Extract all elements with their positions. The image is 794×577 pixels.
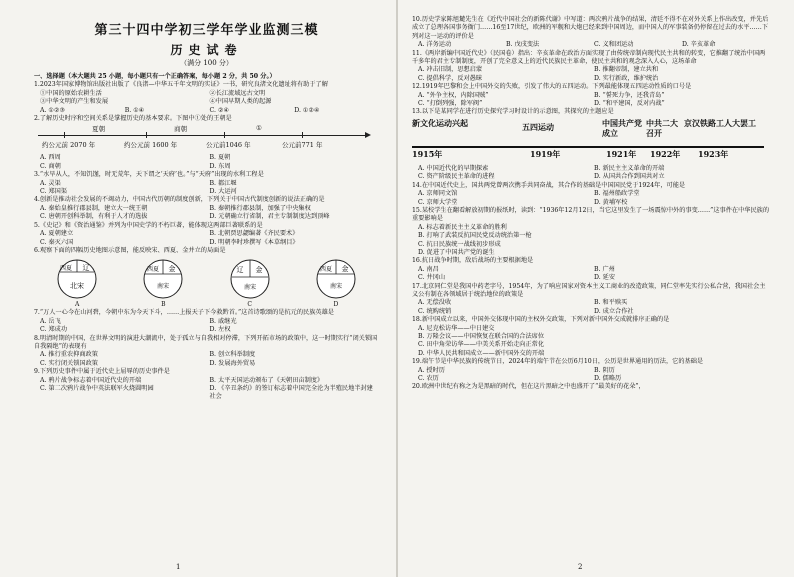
question-16: 16.抗日战争时期，敌后战场的主要根据地是 (412, 257, 534, 265)
choice: A. 京师同文馆 (418, 190, 458, 198)
choice: B. 秦朝推行郡县制，加强了中央集权 (209, 204, 311, 212)
timeline-event: 五四运动 (522, 121, 554, 132)
choice: B. 阴历 (594, 366, 615, 374)
timeline-tick (64, 132, 65, 138)
statement: ①中国的原始农耕生活 (40, 89, 102, 97)
question-18-choices (412, 325, 770, 359)
exam-subtitle: 历史试卷 (170, 43, 243, 57)
map-label: 辽 (82, 264, 90, 273)
choice: B. 打响了武装反抗国民党反动统治第一枪 (418, 232, 532, 240)
choice: C. 井冈山 (418, 274, 446, 282)
question-17-choices (412, 299, 770, 316)
map-label: 西夏 (319, 266, 332, 274)
choice: A. 灵渠 (40, 179, 61, 187)
choice: B. 太平天国运动颁布了《天朝田亩制度》 (209, 376, 324, 384)
choice: C. 京师大学堂 (418, 198, 458, 206)
timeline-dynasty: 夏朝 (92, 125, 105, 134)
choice: C. 资产阶级民主革命的进程 (418, 173, 495, 181)
question-3-choices (34, 180, 379, 197)
question-4: 4.创新是推动社会发展的不竭动力，中国古代历朝的制度创新，下列关于中国古代制度创新的说法正确的是 (34, 196, 325, 204)
question-10: 10.历史学家陈旭麓先生在《近代中国社会的新陈代谢》中写道：两次鸦片战争的结果，清廷不得不在对外关系上作出改变，并先后成立了总理各国事务衙门……16至17世纪，欧洲的军舰和大炮已经来到中国周边，而中国人的军事装备仍停留在过去的水平……下列对这一运动的评价是 (412, 16, 769, 40)
choice: B. 新民主主义革命的开端 (594, 164, 665, 172)
map-option-b (134, 257, 192, 308)
choice: D. 大运河 (209, 188, 237, 196)
choice: D. ①②④ (294, 106, 320, 114)
statement: ②长江流域远古文明 (209, 89, 266, 97)
choice: A. 授时历 (418, 366, 445, 374)
choice: D. 中华人民共和国成立——新中国外交的开端 (418, 349, 545, 357)
question-13: 13.以下是某同学在进行历史探究学习时设计的示意图，其探究的主题应是 (412, 108, 614, 116)
choice: C. 秦灭六国 (40, 238, 74, 246)
choice: C. 第二次鸦片战争中英法联军火烧圆明园 (40, 384, 154, 392)
choice: C. 商朝 (40, 162, 61, 170)
question-17: 17.北京同仁堂是我国中药老字号，1954年，为了响应国家对资本主义工商业的改造政策，同仁堂率先实行公私合营，我国社会主义公有制在各领域居于统治地位的政策是 (412, 282, 766, 298)
timeline-event: 中国共产党成立 (602, 117, 642, 138)
question-5: 5.《史记》和《资治通鉴》并列为中国史学的不朽巨著，能体现这两部巨著联系的是 (34, 221, 263, 229)
choice: C. 提倡科学，反对愚昧 (418, 74, 483, 82)
question-11-choices (412, 66, 770, 83)
map-circle-icon (48, 257, 106, 301)
question-13-choices (412, 165, 770, 182)
map-label: 金 (168, 265, 176, 274)
page-number: 2 (578, 563, 583, 571)
question-3: 3.“水旱从人，不知饥馑，时无荒年，天下谓之‘天府’也。”与“天府”出现的水利工程是 (34, 171, 264, 179)
timeline-tick (146, 132, 147, 138)
choice: D. “和平建国，反对内战” (594, 100, 665, 108)
question-14: 14.在中国近代史上，国共两党曾两次携手共同奋战，其合作的基础是中国国民党于1924年，可能是 (412, 181, 686, 189)
exam-title: 第三十四中学初三学年学业监测三模 (94, 23, 319, 38)
timeline-year: 1915年 (412, 148, 443, 159)
map-label: 金 (255, 266, 263, 275)
question-20: 20.欧洲中世纪有称之为是黑暗的时代，但在这片黑暗之中也盛开了“最美好的花朵”， (412, 383, 645, 391)
choice: D. 辛亥革命 (682, 41, 716, 49)
choice: D. 发展海外贸易 (209, 359, 256, 367)
question-6: 6.观察下面的四幅历史地图示意图，能反映宋、西夏、金并立的局面是 (34, 246, 226, 254)
question-16-choices (412, 266, 770, 283)
question-15-choices (412, 224, 770, 258)
timeline-year: 1922年 (650, 148, 681, 159)
choice: D. 东周 (209, 162, 231, 170)
choice: C. 义和团运动 (594, 41, 634, 49)
choice: A. 无偿没收 (418, 299, 452, 307)
map-option-c (221, 257, 279, 308)
question-2: 2.了解历史时序和空间关系是掌握历史的基本要求。下图中①处的王朝是 (34, 115, 232, 123)
map-letter: A (74, 301, 80, 309)
choice: B. 福州船政学堂 (594, 190, 640, 198)
choice: A. 秦始皇推行郡县制，建立大一统王朝 (40, 204, 148, 212)
timeline-dynasty: 商朝 (174, 125, 187, 134)
map-label: 西夏 (60, 265, 73, 273)
statement: ③中华文明的产生和发展 (40, 98, 109, 106)
choice: C. 田中角荣访华——中美关系开始走向正常化 (418, 341, 545, 349)
question-2-choices (34, 154, 379, 171)
map-label: 南宋 (243, 284, 256, 292)
map-label: 金 (341, 265, 349, 274)
question-18: 18.新中国成立以来，中国外交体现中国的主权外交政策，下列对新中国外交成就排序正确的是 (412, 316, 670, 324)
question-8-choices (34, 351, 379, 368)
choice: A. ①②③ (40, 106, 66, 114)
question-9: 9.下列历史事件中属于近代史上屈辱的历史事件是 (34, 368, 170, 376)
map-letter: D (333, 301, 339, 309)
choice: D. 明朝李时珍撰写《本草纲目》 (209, 238, 299, 246)
map-label: 西夏 (147, 266, 160, 274)
map-letter: B (161, 301, 166, 309)
page-two (398, 0, 794, 577)
question-7-choices (34, 318, 379, 335)
choice: A. 尼克松访华——中日建交 (418, 324, 495, 332)
map-diagrams (34, 257, 379, 308)
map-label: 南宋 (157, 283, 170, 291)
question-12-choices (412, 92, 770, 109)
question-7: 7.“万人一心今在山河碧，今朝中东为今天下斗，……上报天子下今救黔首。”这首诗歌颂的是抗元的民族英雄是 (34, 309, 334, 317)
map-circle-icon (307, 257, 365, 301)
choice: D. 实行新政，维护统治 (594, 74, 659, 82)
choice: B. 广州 (594, 265, 615, 273)
map-option-d (307, 257, 365, 308)
map-circle-icon (221, 257, 279, 301)
exam-score: （满分 100 分） (180, 59, 233, 67)
choice: C. ②④ (209, 106, 230, 114)
choice: C. 郑成功 (40, 326, 68, 334)
question-15: 15.某校学生在翻看解放初期的报纸时，读到：“1936年12月12日，当它这里发生了一场震惊中外的事变……”这事件在中华民族的重要影响是 (412, 206, 770, 223)
map-label: 辽 (236, 266, 244, 275)
question-11: 11.《两岸新编中国近代史》（民国卷）指出：辛亥革命在政治方面实现了由传统帝制向现代民主共和的转变，它推翻了统治中国两千多年的君主专制制度，开创了完全意义上的近代民族民主革命，使民主共和的观念深入人心，这场革命 (412, 49, 766, 66)
choice: A. 中国近代化的早期探索 (418, 164, 489, 172)
map-label: 南宋 (329, 283, 342, 291)
choice: D. 元朝确立行省制，君主专制制度达到顶峰 (209, 213, 330, 221)
timeline-year: 约公元前 1600 年 (124, 141, 178, 150)
question-9-choices (34, 377, 379, 402)
choice: C. 唐朝开创科举制，有利于人才的选拔 (40, 213, 148, 221)
question-1-statements (34, 90, 379, 107)
choice: A. “外争主权，内除国贼” (418, 91, 489, 99)
timeline-year: 1919年 (530, 148, 561, 159)
choice: B. 万隆会议——中国恢复在联合国的合法席位 (418, 333, 545, 340)
choice: D. 《辛丑条约》的签订标志着中国完全沦为半殖民地半封建社会 (209, 384, 373, 401)
choice: C. 统购统销 (418, 307, 452, 315)
choice: B. 夏朝 (209, 154, 231, 162)
timeline-year: 公元前1046 年 (206, 141, 251, 150)
choice: B. 戊戌变法 (506, 41, 540, 49)
choice: A. 推行重农抑商政策 (40, 351, 98, 359)
choice: C. 郑国渠 (40, 188, 68, 196)
timeline-year: 公元前771 年 (282, 141, 323, 150)
choice: C. “打倒列强，除军阀” (418, 100, 483, 108)
choice: C. 实行闭关锁国政策 (40, 359, 98, 367)
question-14-choices (412, 190, 770, 207)
choice: A. 南昌 (418, 265, 439, 273)
map-circle-icon (134, 257, 192, 301)
choice: B. 创立科举制度 (209, 351, 256, 359)
map-letter: C (247, 301, 252, 309)
choice: A. 鸦片战争标志着中国近代史的开端 (40, 376, 142, 384)
choice: D. 延安 (594, 274, 616, 282)
choice: D. 左权 (209, 326, 231, 334)
question-1: 1.2023年国家博物馆出版社出版了《良渚—中华五千年文明的实证》一书，研究良渚文化遗址将有助于了解 (34, 81, 328, 89)
choice: D. 成立合作社 (594, 307, 634, 315)
timeline-year: 1923年 (698, 148, 729, 159)
timeline-event: 中共二大召开 (646, 117, 678, 138)
timeline-axis (38, 135, 365, 136)
statement: ④中国早期人类的起源 (209, 98, 272, 106)
question-19-choices (412, 367, 770, 384)
timeline-event: 京汉铁路工人大罢工 (684, 117, 756, 128)
section-heading: 一、选择题（本大题共 25 小题，每小题只有一个正确答案，每小题 2 分，共 50 分。） (34, 73, 276, 80)
choice: C. 农历 (418, 375, 439, 383)
question-12: 12.1919年巴黎和会上中国外交的失败，引发了伟大的五四运动。下列最能体现五四运动性质的口号是 (412, 83, 692, 91)
choice: D. 儒略历 (594, 375, 622, 383)
choice: A. 西周 (40, 154, 61, 162)
page-number: 1 (176, 563, 181, 571)
timeline-event: 新文化运动兴起 (412, 117, 468, 128)
timeline-year: 约公元前 2070 年 (42, 141, 96, 150)
timeline-year: 1921年 (606, 148, 637, 159)
map-label: 北宋 (70, 282, 85, 291)
choice: A. 岳飞 (40, 317, 61, 325)
dynasty-timeline (34, 124, 379, 152)
question-19: 19.端午节是中华民族的传统节日，2024年的端午节在公历6月10日，公历是世界通用的历法，它的基础是 (412, 358, 704, 366)
choice: A. 标志着新民主主义革命的胜利 (418, 223, 507, 231)
choice: B. 推翻帝制，建立共和 (594, 66, 659, 74)
choice: A. 冲击旧制，思想启蒙 (418, 66, 483, 74)
timeline-tick (302, 132, 303, 138)
timeline-tick (224, 132, 225, 138)
choice: B. ①④ (124, 106, 145, 114)
choice: D. 从国共合作到国共对立 (594, 173, 665, 181)
timeline-arrow-icon (365, 132, 371, 138)
choice: A. 洋务运动 (418, 41, 452, 49)
choice: D. 黄埔军校 (594, 198, 628, 206)
map-option-a (48, 257, 106, 308)
choice: B. 都江堰 (209, 179, 237, 187)
timeline-dynasty: ① (256, 124, 262, 133)
question-4-choices (34, 205, 379, 222)
timeline-axis (412, 146, 764, 148)
choice: D. 促进了中国共产党的诞生 (418, 248, 495, 256)
event-timeline (412, 118, 770, 164)
choice: B. “誓死力争，还我青岛” (594, 91, 665, 99)
choice: A. 夏朝建立 (40, 230, 74, 238)
choice: B. 戚继光 (209, 317, 237, 325)
choice: C. 抗日民族统一战线初步形成 (418, 240, 501, 248)
choice: B. 和平赎买 (594, 299, 628, 307)
question-10-choices (412, 41, 770, 49)
question-8: 8.明清时期的中国，在世界文明的演进大潮流中，处于孤立与自我相对停滞，下列开拓市场的政策中，这一时期实行“闭关锁国自我隔绝”的表现有 (34, 334, 378, 350)
question-1-choices (34, 107, 379, 115)
question-5-choices (34, 230, 379, 247)
choice: B. 北朝贾思勰编著《齐民要术》 (209, 230, 299, 238)
